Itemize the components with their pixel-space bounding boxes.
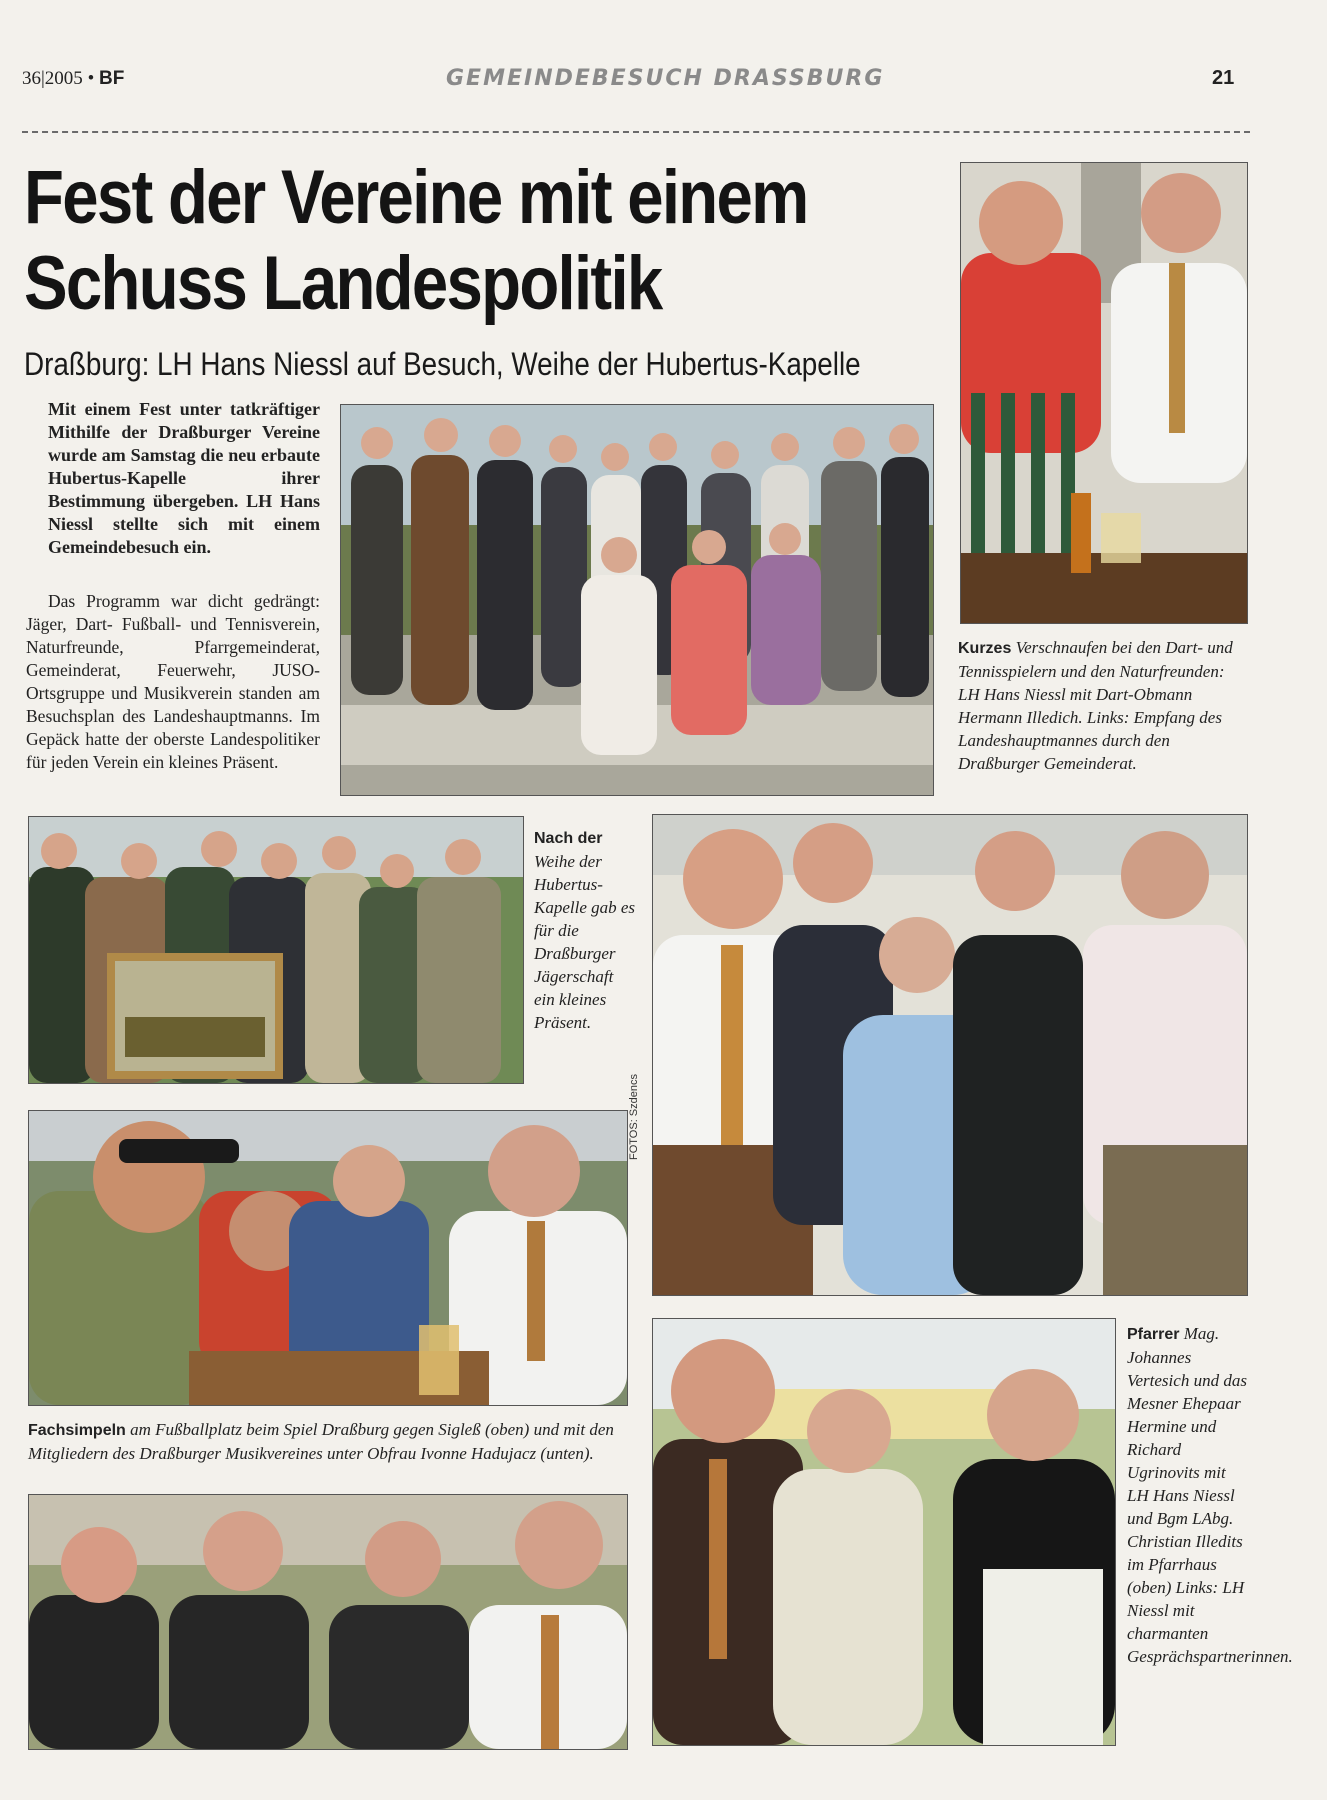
photo-hunters-image [29, 817, 523, 1083]
caption-hunters-lead: Nach der [534, 830, 603, 847]
photo-parish-house [652, 814, 1248, 1296]
photo-music-club [28, 1494, 628, 1750]
headline [24, 155, 824, 327]
photo-football [28, 1110, 628, 1406]
photo-ladies [652, 1318, 1116, 1746]
photo-music-club-image [29, 1495, 627, 1749]
section-title: GEMEINDEBESUCH DRASSBURG [446, 66, 885, 91]
photo-football-image [29, 1111, 627, 1405]
caption-football [28, 1418, 628, 1465]
caption-dart-players-lead: Kurzes [958, 640, 1012, 657]
article-body [26, 590, 320, 774]
headline-line-1: Fest der Vereine mit einem [24, 155, 808, 240]
photo-parish-house-image [653, 815, 1247, 1295]
issue-bullet: • [87, 68, 95, 89]
caption-dart-players-text: Verschnaufen bei den Dart- und Tennisspielern und den Naturfreunden: LH Hans Niessl mit Dart-Obmann Hermann Illedich. Links: Empfang des Landeshauptmannes durch den Draßburger Gemeinderat. [958, 638, 1233, 773]
caption-parish [1127, 1322, 1293, 1668]
page-number: 21 [1212, 67, 1235, 89]
photo-reception-group [340, 404, 934, 796]
photo-hunters [28, 816, 524, 1084]
photo-reception-group-image [341, 405, 933, 795]
publication-name: BF [98, 68, 125, 89]
article-body-paragraph: Das Programm war dicht gedrängt: Jäger, Dart- Fußball- und Tennisverein, Naturfreunde, Pfarrgemeinderat, Gemeinderat, Feuerwehr, JUSO-Ortsgruppe und Musikverein standen am Besuchsplan des Landeshauptmanns. Im Gepäck hatte der oberste Landespolitiker für jeden Verein ein kleines Präsent. [26, 591, 320, 772]
caption-dart-players [958, 636, 1248, 775]
caption-football-text: am Fußballplatz beim Spiel Draßburg gegen Sigleß (oben) und mit den Mitgliedern des Draßburger Musikvereines unter Obfrau Ivonne Hadujacz (unten). [28, 1420, 614, 1463]
subheadline: Draßburg: LH Hans Niessl auf Besuch, Weihe der Hubertus-Kapelle [24, 346, 861, 382]
photo-ladies-image [653, 1319, 1115, 1745]
caption-parish-text: Mag. Johannes Vertesich und das Mesner Ehepaar Hermine und Richard Ugrinovits mit LH Hans Niessl und Bgm LAbg. Christian Illedits im Pfarrhaus (oben) Links: LH Niessl mit charmanten Gesprächspartnerinnen. [1127, 1324, 1293, 1666]
photo-dart-players [960, 162, 1248, 624]
caption-hunters [534, 826, 638, 1034]
caption-parish-lead: Pfarrer [1127, 1326, 1180, 1343]
article-lead: Mit einem Fest unter tatkräftiger Mithilfe der Draßburger Vereine wurde am Samstag die neu erbaute Hubertus-Kapelle ihrer Bestimmung übergeben. LH Hans Niessl stellte sich mit einem Gemeindebesuch ein. [48, 399, 320, 557]
photo-dart-players-image [961, 163, 1247, 623]
issue-number: 36|2005 [22, 68, 83, 89]
issue-info [22, 68, 124, 90]
headline-line-2: Schuss Landespolitik [24, 241, 662, 326]
caption-football-lead: Fachsimpeln [28, 1422, 126, 1439]
header-divider [22, 131, 1250, 133]
caption-hunters-text: Weihe der Hubertus-Kapelle gab es für die Draßburger Jägerschaft ein kleines Präsent. [534, 852, 636, 1032]
photo-credit: FOTOS: Szdencs [628, 1074, 640, 1160]
